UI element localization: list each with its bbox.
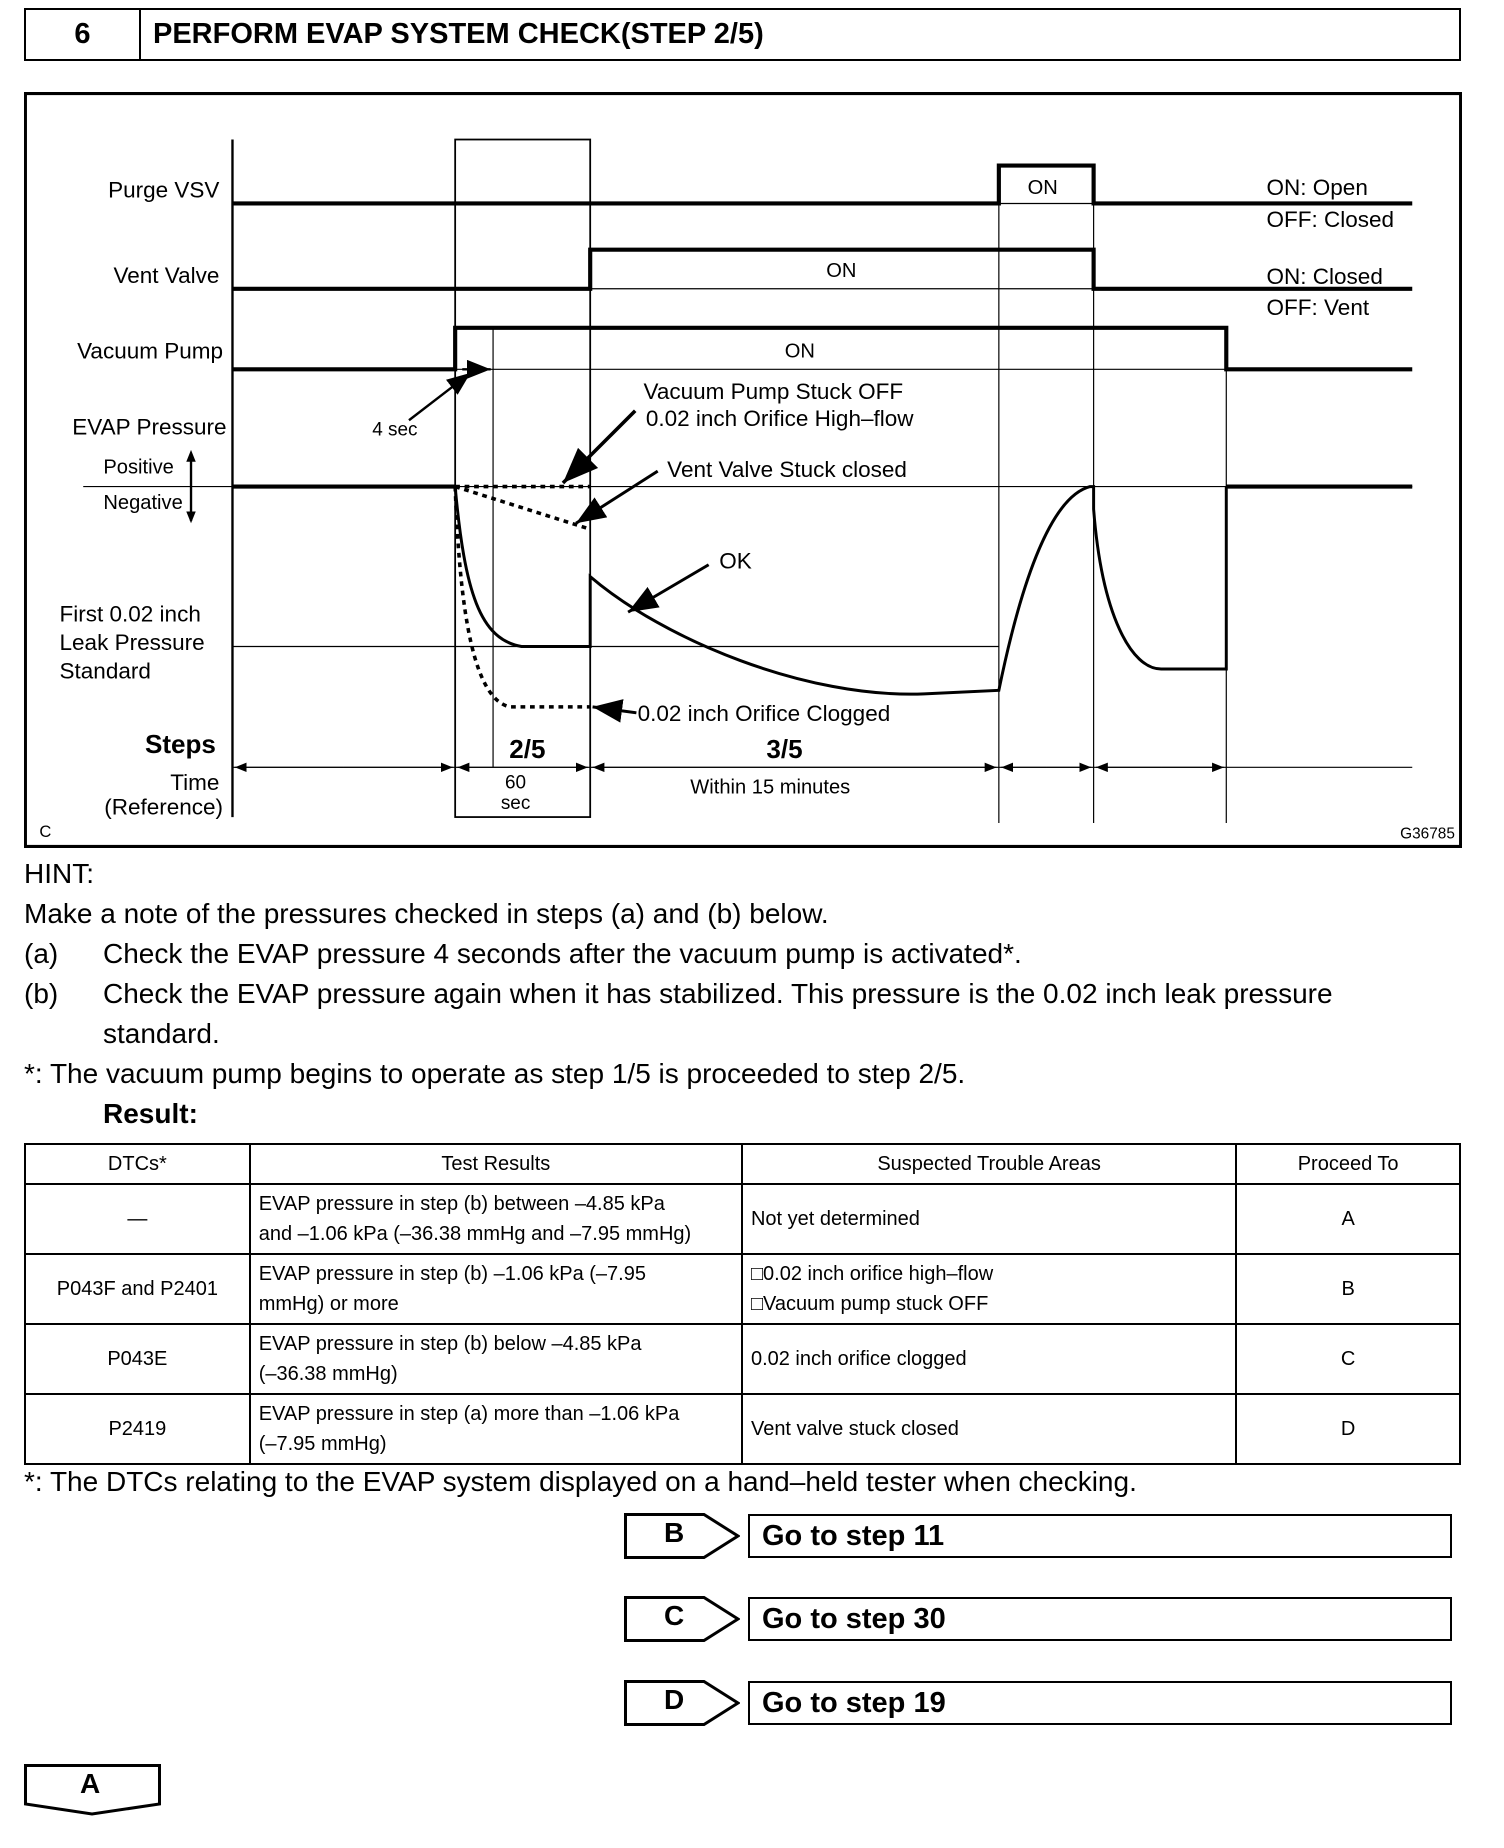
area-cell: Vent valve stuck closed xyxy=(742,1394,1236,1464)
stuck-off-label: Vacuum Pump Stuck OFF xyxy=(643,378,904,404)
col-header-test-results: Test Results xyxy=(250,1144,742,1184)
vacuum-pump-label: Vacuum Pump xyxy=(77,338,223,364)
go-to-step-30-button[interactable]: Go to step 30 xyxy=(748,1597,1452,1641)
hint-title: HINT: xyxy=(24,858,94,889)
negative-label: Negative xyxy=(103,492,183,515)
area-line: □Vacuum pump stuck OFF xyxy=(750,1293,989,1315)
area-cell: 0.02 inch orifice clogged xyxy=(742,1324,1236,1394)
table-row xyxy=(25,1394,1460,1464)
vent-stuck-label: Vent Valve Stuck closed xyxy=(667,457,907,483)
hint-b-text-2: standard. xyxy=(103,1018,220,1049)
result-d-label: D xyxy=(664,1684,685,1715)
result-b-tag xyxy=(624,1513,740,1559)
step-2-label: 2/5 xyxy=(509,733,546,764)
figure-id: G36785 xyxy=(1400,825,1455,843)
within-label: Within 15 minutes xyxy=(690,776,851,799)
result-line: EVAP pressure in step (b) below –4.85 kPa xyxy=(258,1333,642,1355)
result-c-label: C xyxy=(664,1600,685,1631)
table-header-row xyxy=(25,1144,1460,1184)
dtc-cell: — xyxy=(25,1184,250,1254)
result-cell xyxy=(250,1394,742,1464)
result-line: EVAP pressure in step (b) –1.06 kPa (–7.95 xyxy=(258,1263,646,1285)
steps-label: Steps xyxy=(144,729,216,760)
result-c-tag xyxy=(624,1596,740,1642)
hint-a-label: (a) xyxy=(24,938,59,969)
result-line: (–7.95 mmHg) xyxy=(258,1433,387,1455)
vent-legend-off: OFF: Vent xyxy=(1266,294,1370,320)
result-table xyxy=(24,1143,1461,1465)
corner-label: C xyxy=(39,822,52,842)
leak-standard-label-2: Leak Pressure xyxy=(59,630,205,656)
result-cell xyxy=(250,1324,742,1394)
result-line: mmHg) or more xyxy=(258,1293,399,1315)
clogged-label: 0.02 inch Orifice Clogged xyxy=(637,701,891,727)
vent-legend-on: ON: Closed xyxy=(1266,264,1383,290)
hint-intro: Make a note of the pressures checked in steps (a) and (b) below. xyxy=(24,898,829,929)
sec-label: sec xyxy=(500,792,531,814)
purge-legend-on: ON: Open xyxy=(1266,175,1368,201)
proceed-cell: B xyxy=(1236,1254,1460,1324)
vent-on-label: ON xyxy=(826,259,857,282)
step-header xyxy=(24,8,1461,61)
leak-standard-label-3: Standard xyxy=(59,658,151,684)
evap-timing-diagram xyxy=(24,92,1462,848)
result-b-label: B xyxy=(664,1517,685,1548)
table-row xyxy=(25,1184,1460,1254)
high-flow-label: 0.02 inch Orifice High–flow xyxy=(645,406,914,432)
pump-on-label: ON xyxy=(784,340,815,363)
proceed-a-tag[interactable] xyxy=(24,1764,161,1816)
purge-on-label: ON xyxy=(1027,177,1058,200)
col-header-proceed: Proceed To xyxy=(1236,1144,1460,1184)
four-sec-label: 4 sec xyxy=(372,419,418,441)
vent-valve-signal xyxy=(232,250,1412,289)
time-label: Time xyxy=(170,769,220,795)
purge-vsv-signal xyxy=(232,166,1412,204)
result-line: and –1.06 kPa (–36.38 mmHg and –7.95 mmHg) xyxy=(258,1223,692,1245)
proceed-d-row[interactable] xyxy=(624,1680,1452,1726)
col-header-trouble-areas: Suspected Trouble Areas xyxy=(742,1144,1236,1184)
hint-a-text: Check the EVAP pressure 4 seconds after the vacuum pump is activated*. xyxy=(103,938,1022,969)
area-line: □0.02 inch orifice high–flow xyxy=(750,1263,994,1285)
step-title: PERFORM EVAP SYSTEM CHECK(STEP 2/5) xyxy=(153,18,764,50)
area-cell xyxy=(742,1254,1236,1324)
proceed-a-label: A xyxy=(80,1768,101,1799)
dtc-cell: P043E xyxy=(25,1324,250,1394)
evap-pressure-label: EVAP Pressure xyxy=(72,414,227,440)
hint-b-text-1: Check the EVAP pressure again when it has stabilized. This pressure is the 0.02 inch leak pressure xyxy=(103,978,1333,1009)
result-cell xyxy=(250,1184,742,1254)
proceed-c-row[interactable] xyxy=(624,1596,1452,1642)
proceed-cell: A xyxy=(1236,1184,1460,1254)
result-d-tag xyxy=(624,1680,740,1726)
result-line: EVAP pressure in step (b) between –4.85 kPa xyxy=(258,1193,665,1215)
result-cell xyxy=(250,1254,742,1324)
hint-note: *: The vacuum pump begins to operate as step 1/5 is proceeded to step 2/5. xyxy=(24,1058,966,1089)
area-cell: Not yet determined xyxy=(742,1184,1236,1254)
purge-vsv-label: Purge VSV xyxy=(108,177,220,203)
proceed-b-row[interactable] xyxy=(624,1513,1452,1559)
result-line: (–36.38 mmHg) xyxy=(258,1363,398,1385)
vent-valve-label: Vent Valve xyxy=(113,262,220,288)
proceed-cell: D xyxy=(1236,1394,1460,1464)
hint-b-label: (b) xyxy=(24,978,59,1009)
diagram-labels xyxy=(39,175,1454,842)
table-footnote: *: The DTCs relating to the EVAP system displayed on a hand–held tester when checking. xyxy=(24,1466,1137,1497)
step-3-label: 3/5 xyxy=(766,733,803,764)
result-heading: Result: xyxy=(103,1098,198,1129)
col-header-dtcs: DTCs* xyxy=(25,1144,250,1184)
leak-standard-label-1: First 0.02 inch xyxy=(59,601,201,627)
proceed-cell: C xyxy=(1236,1324,1460,1394)
sixty-label: 60 xyxy=(505,772,527,794)
go-to-step-19-button[interactable]: Go to step 19 xyxy=(748,1681,1452,1725)
vacuum-pump-signal xyxy=(232,328,1412,369)
ok-pressure-curve xyxy=(455,487,1226,695)
dtc-cell: P2419 xyxy=(25,1394,250,1464)
ok-label: OK xyxy=(719,548,752,574)
table-row xyxy=(25,1324,1460,1394)
go-to-step-11-button[interactable]: Go to step 11 xyxy=(748,1514,1452,1558)
table-row xyxy=(25,1254,1460,1324)
step-number: 6 xyxy=(26,10,141,59)
purge-legend-off: OFF: Closed xyxy=(1266,207,1395,233)
vent-stuck-curve xyxy=(455,487,590,530)
positive-label: Positive xyxy=(103,456,174,479)
result-line: EVAP pressure in step (a) more than –1.06 kPa xyxy=(258,1403,680,1425)
reference-label: (Reference) xyxy=(104,794,223,820)
dtc-cell: P043F and P2401 xyxy=(25,1254,250,1324)
